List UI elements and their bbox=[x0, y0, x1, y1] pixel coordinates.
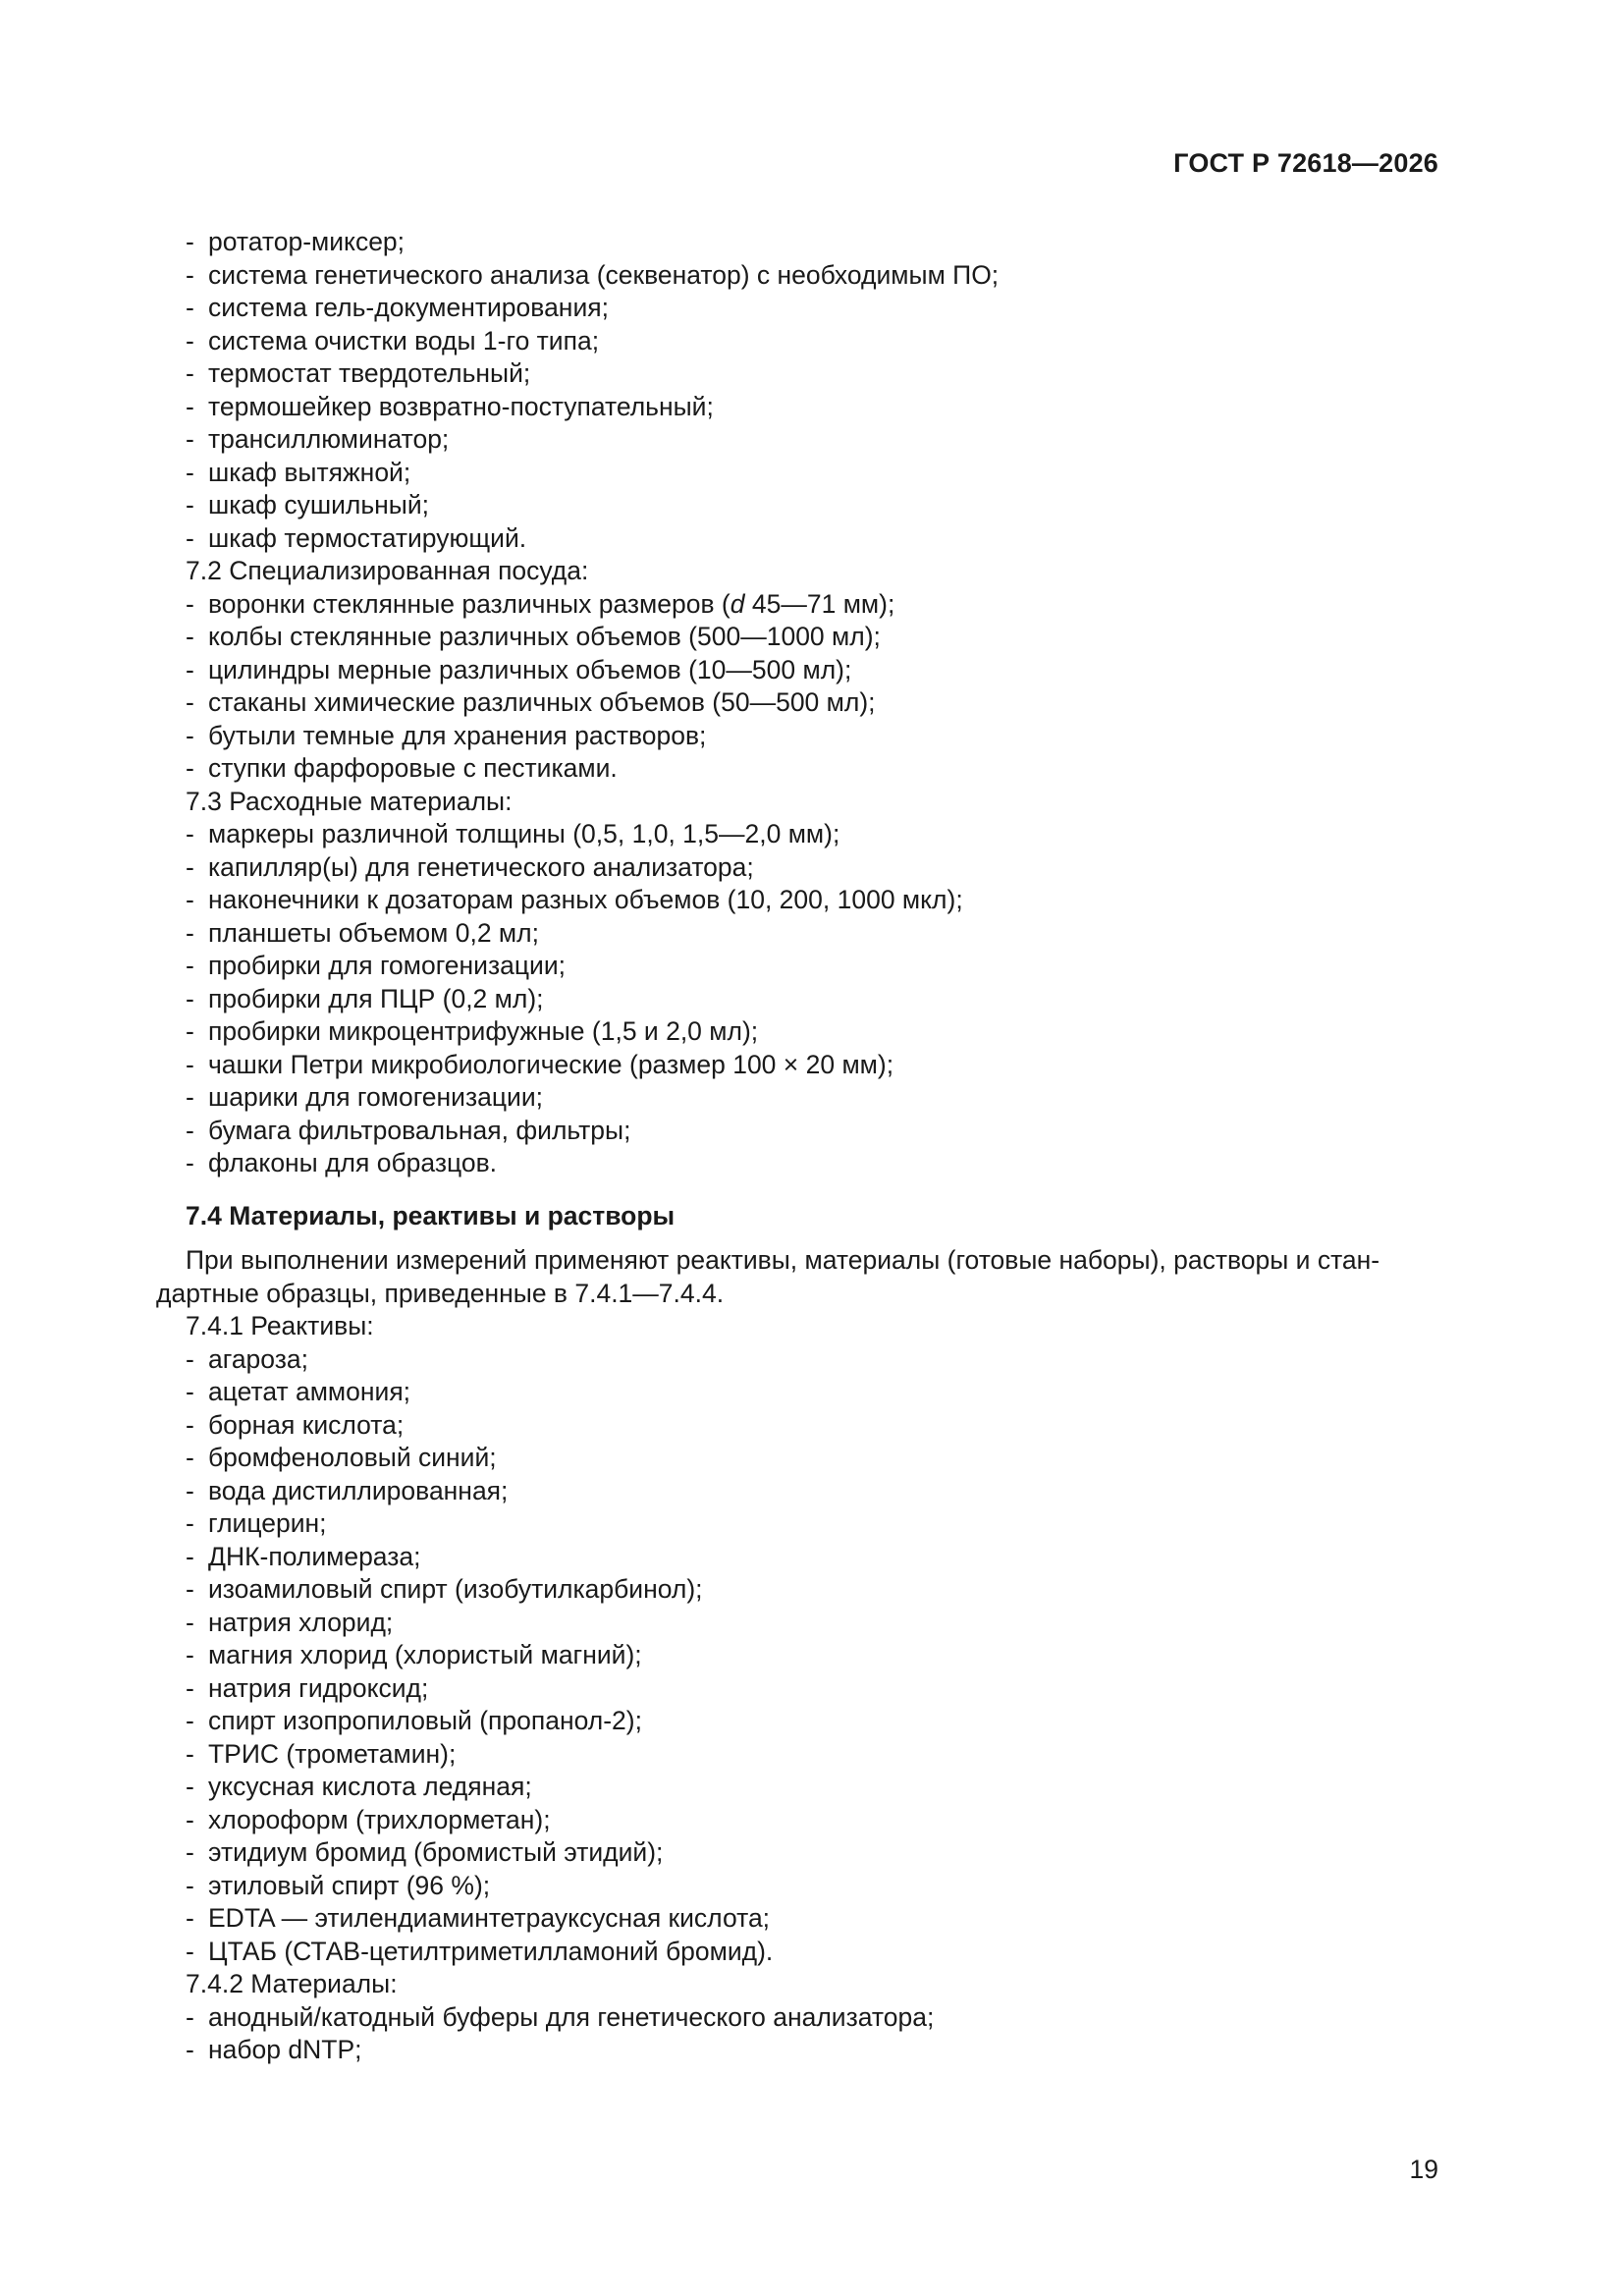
list-item: - наконечники к дозаторам разных объемов (10, 200, 1000 мкл); bbox=[186, 885, 963, 914]
list-item: - пробирки для гомогенизации; bbox=[186, 951, 567, 980]
reagents-list bbox=[156, 1343, 1438, 1969]
page-number: 19 bbox=[1409, 2155, 1438, 2184]
list-item: - набор dNTP; bbox=[186, 2035, 362, 2064]
list-item: - агароза; bbox=[186, 1343, 308, 1374]
section-7-4-paragraph-line-1: При выполнении измерений применяют реактивы, материалы (готовые наборы), растворы и стан- bbox=[186, 1245, 1380, 1275]
list-item: - изоамиловый спирт (изобутилкарбинол); bbox=[186, 1574, 703, 1604]
list-item: - шарики для гомогенизации; bbox=[186, 1082, 544, 1112]
list-item: - ДНК-полимераза; bbox=[186, 1541, 421, 1571]
section-7-4-heading: 7.4 Материалы, реактивы и растворы bbox=[186, 1200, 676, 1230]
list-item: - колбы стеклянные различных объемов (500—1000 мл); bbox=[186, 622, 881, 651]
list-item: - бромфеноловый синий; bbox=[186, 1443, 497, 1472]
list-item: - пробирки микроцентрифужные (1,5 и 2,0 мл); bbox=[186, 1016, 759, 1046]
list-item: - капилляр(ы) для генетического анализатора; bbox=[186, 851, 754, 882]
consumables-list bbox=[156, 818, 1438, 1180]
list-item: - чашки Петри микробиологические (размер 100 × 20 мм); bbox=[186, 1049, 894, 1079]
section-7-4-2-title: 7.4.2 Материалы: bbox=[186, 1969, 398, 1998]
list-item: - глицерин; bbox=[186, 1508, 327, 1538]
section-7-4-paragraph-line-2: дартные образцы, приведенные в 7.4.1—7.4.4. bbox=[156, 1278, 725, 1308]
list-item: - ацетат аммония; bbox=[186, 1377, 411, 1406]
list-item: - планшеты объемом 0,2 мл; bbox=[186, 917, 539, 948]
list-item: - ЦТАБ (СТАВ-цетилтриметилламоний бромид). bbox=[186, 1936, 774, 1966]
section-7-3-title: 7.3 Расходные материалы: bbox=[186, 786, 513, 816]
list-item: - цилиндры мерные различных объемов (10—500 мл); bbox=[186, 654, 852, 684]
list-item: - натрия хлорид; bbox=[186, 1607, 394, 1637]
list-item: - шкаф сушильный; bbox=[186, 490, 430, 519]
list-item: - бутыли темные для хранения растворов; bbox=[186, 720, 707, 750]
section-7-2-title: 7.2 Специализированная посуда: bbox=[186, 556, 589, 585]
materials-list bbox=[156, 2001, 1438, 2067]
list-item: - система гель-документирования; bbox=[186, 293, 609, 322]
list-item: - ротатор-миксер; bbox=[186, 227, 406, 256]
list-item: - ступки фарфоровые с пестиками. bbox=[186, 753, 618, 783]
list-item: - система очистки воды 1-го типа; bbox=[186, 325, 600, 355]
list-item: - магния хлорид (хлористый магний); bbox=[186, 1640, 642, 1669]
list-item: - бумага фильтровальная, фильтры; bbox=[186, 1115, 631, 1145]
list-item: - борная кислота; bbox=[186, 1409, 405, 1440]
list-item: - воронки стеклянные различных размеров (d 45—71 мм); bbox=[186, 588, 895, 619]
document-body bbox=[156, 226, 1438, 2067]
page-header: ГОСТ Р 72618—2026 bbox=[1173, 148, 1438, 178]
list-item: - этидиум бромид (бромистый этидий); bbox=[186, 1837, 664, 1867]
list-item: - EDTA — этилендиаминтетрауксусная кислота; bbox=[186, 1903, 771, 1933]
list-item: - маркеры различной толщины (0,5, 1,0, 1,5—2,0 мм); bbox=[186, 819, 840, 848]
list-item: - анодный/катодный буферы для генетического анализатора; bbox=[186, 2001, 935, 2032]
list-item: - натрия гидроксид; bbox=[186, 1672, 429, 1703]
list-item: - пробирки для ПЦР (0,2 мл); bbox=[186, 983, 544, 1013]
list-item: - ТРИС (трометамин); bbox=[186, 1738, 457, 1769]
equipment-list bbox=[156, 226, 1438, 555]
list-item: - система генетического анализа (секвенатор) с необходимым ПО; bbox=[186, 259, 1000, 290]
section-7-4-1-title: 7.4.1 Реактивы: bbox=[186, 1311, 374, 1340]
list-item: - термостат твердотельный; bbox=[186, 358, 531, 388]
list-item: - уксусная кислота ледяная; bbox=[186, 1772, 532, 1801]
list-item: - флаконы для образцов. bbox=[186, 1148, 498, 1177]
list-item: - вода дистиллированная; bbox=[186, 1475, 509, 1505]
list-item: - шкаф термостатирующий. bbox=[186, 522, 527, 553]
list-item: - хлороформ (трихлорметан); bbox=[186, 1804, 551, 1834]
list-item: - спирт изопропиловый (пропанол-2); bbox=[186, 1706, 642, 1735]
list-item: - термошейкер возвратно-поступательный; bbox=[186, 391, 714, 421]
list-item: - трансиллюминатор; bbox=[186, 424, 450, 454]
list-item: - шкаф вытяжной; bbox=[186, 457, 411, 487]
glassware-list bbox=[156, 588, 1438, 786]
list-item: - стаканы химические различных объемов (50—500 мл); bbox=[186, 687, 876, 717]
list-item: - этиловый спирт (96 %); bbox=[186, 1870, 491, 1900]
